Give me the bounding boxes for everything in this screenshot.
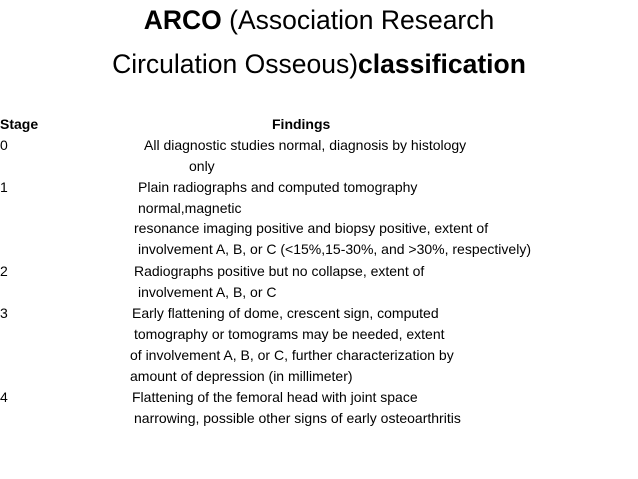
stage-number: 3: [0, 305, 8, 321]
title-expansion-part-2: Circulation Osseous): [112, 49, 359, 79]
finding-line: involvement A, B, or C (<15%,15-30%, and >30%, respectively): [138, 241, 531, 257]
stage-number: 1: [0, 179, 8, 195]
stage-column-header: Stage: [0, 116, 39, 132]
finding-line: only: [189, 158, 215, 174]
title-acronym: ARCO: [143, 5, 222, 35]
finding-line: normal,magnetic: [138, 200, 242, 216]
finding-line: resonance imaging positive and biopsy positive, extent of: [134, 220, 489, 236]
finding-line: involvement A, B, or C: [138, 284, 277, 300]
stage-number: 2: [0, 263, 8, 279]
finding-line: Early flattening of dome, crescent sign, computed: [132, 305, 439, 321]
finding-line: narrowing, possible other signs of early osteoarthritis: [134, 410, 461, 426]
finding-line: Flattening of the femoral head with joint space: [132, 389, 418, 405]
finding-line: tomography or tomograms may be needed, extent: [134, 326, 445, 342]
stage-number: 4: [0, 389, 8, 405]
finding-line: All diagnostic studies normal, diagnosis by histology: [144, 137, 467, 153]
slide-title-line-2: [0, 48, 638, 80]
finding-line: of involvement A, B, or C, further characterization by: [130, 347, 454, 363]
slide-title-line-1: [0, 4, 638, 36]
stage-number: 0: [0, 137, 8, 153]
findings-column-header: Findings: [272, 116, 331, 132]
finding-line: Radiographs positive but no collapse, extent of: [134, 263, 425, 279]
finding-line: Plain radiographs and computed tomography: [138, 179, 418, 195]
finding-line: amount of depression (in millimeter): [130, 368, 353, 384]
title-suffix: classification: [358, 49, 526, 79]
title-expansion-part-1: (Association Research: [221, 5, 495, 35]
